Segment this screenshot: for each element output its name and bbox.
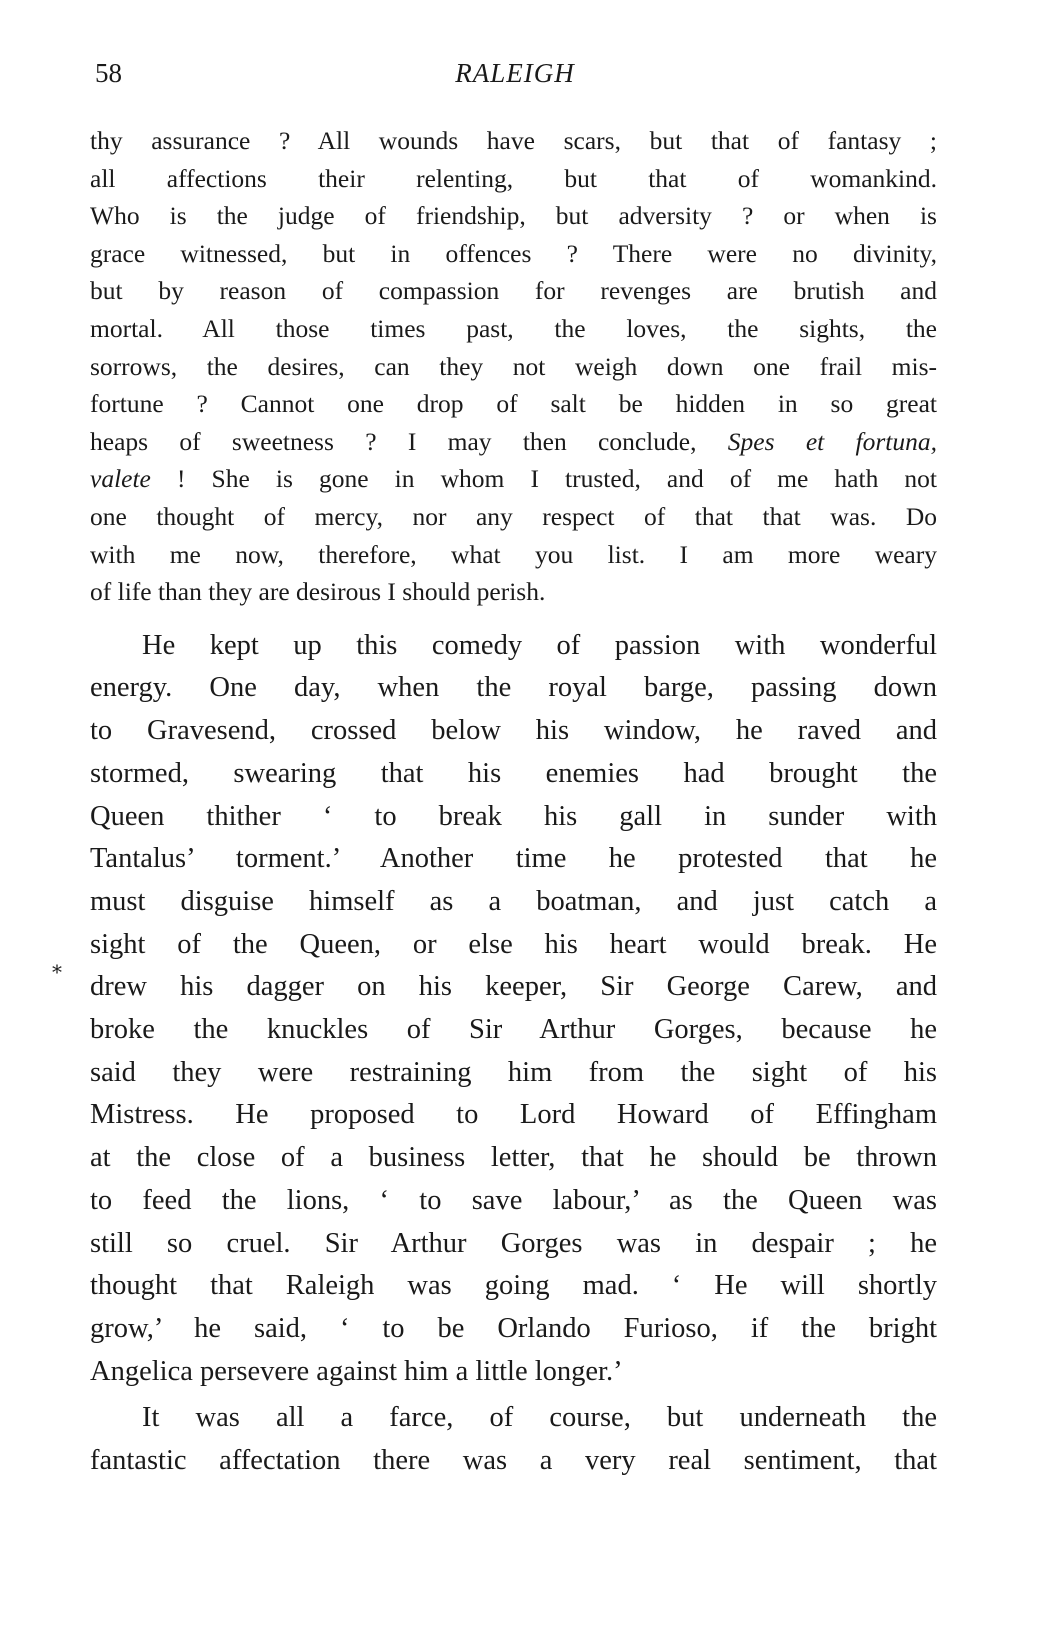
text-line: He kept up this comedy of passion with wonderful: [142, 629, 937, 661]
text-line-with-latin: [90, 460, 937, 498]
paragraph-2: [90, 625, 937, 1394]
text-fragment: heaps of sweetness ? I may then conclude,: [90, 426, 697, 456]
text-line: thy assurance ? All wounds have scars, but that of fantasy ;: [90, 126, 937, 155]
text-line: Mistress. He proposed to Lord Howard of Effingham: [90, 1099, 937, 1131]
text-line: must disguise himself as a boatman, and just catch a: [90, 885, 937, 917]
text-line: It was all a farce, of course, but underneath the: [142, 1402, 937, 1434]
latin-phrase: Spes et fortuna,: [727, 426, 937, 456]
text-line: fortune ? Cannot one drop of salt be hidden in so great: [90, 389, 937, 419]
margin-asterisk-mark: *: [52, 960, 62, 984]
body-text: [90, 122, 937, 1483]
text-line: drew his dagger on his keeper, Sir George Carew, and: [90, 971, 937, 1003]
text-line: grace witnessed, but in offences ? There were no divinity,: [90, 238, 937, 268]
text-line: all affections their relenting, but that of womankind.: [90, 163, 937, 193]
text-line: at the close of a business letter, that he should be thrown: [90, 1142, 937, 1174]
text-line: broke the knuckles of Sir Arthur Gorges, because he: [90, 1014, 937, 1046]
text-line: one thought of mercy, nor any respect of that that was. Do: [90, 501, 937, 531]
text-line: sight of the Queen, or else his heart would break. He: [90, 928, 937, 960]
text-line-with-latin: [90, 423, 937, 461]
text-line: to feed the lions, ‘ to save labour,’ as the Queen was: [90, 1184, 937, 1216]
text-line: mortal. All those times past, the loves, the sights, the: [90, 313, 937, 343]
text-line: sorrows, the desires, can they not weigh down one frail mis-: [90, 351, 937, 381]
paragraph-3: [90, 1397, 937, 1482]
page-number: 58: [95, 58, 122, 88]
text-line: to Gravesend, crossed below his window, he raved and: [90, 715, 937, 747]
text-line: Who is the judge of friendship, but adversity ? or when is: [90, 201, 937, 231]
text-line: thought that Raleigh was going mad. ‘ He will shortly: [90, 1270, 937, 1302]
text-line: but by reason of compassion for revenges are brutish and: [90, 276, 937, 306]
running-head: [95, 58, 935, 98]
text-line: Tantalus’ torment.’ Another time he protested that he: [90, 843, 937, 875]
text-fragment: ! She is gone in whom I trusted, and of me hath not: [150, 464, 937, 494]
text-line: energy. One day, when the royal barge, passing down: [90, 672, 937, 704]
text-line: said they were restraining him from the sight of his: [90, 1056, 937, 1088]
text-line: still so cruel. Sir Arthur Gorges was in despair ; he: [90, 1227, 937, 1259]
latin-phrase: valete: [90, 464, 151, 494]
running-title: RALEIGH: [455, 58, 575, 88]
text-line: of life than they are desirous I should perish.: [90, 577, 546, 607]
text-line: with me now, therefore, what you list. I am more weary: [90, 539, 937, 569]
text-line: Angelica persevere against him a little longer.’: [90, 1355, 623, 1387]
paragraph-1: [90, 122, 937, 611]
text-line: fantastic affectation there was a very real sentiment, that: [90, 1445, 937, 1477]
text-line: grow,’ he said, ‘ to be Orlando Furioso, if the bright: [90, 1312, 937, 1344]
text-line: Queen thither ‘ to break his gall in sunder with: [90, 800, 937, 832]
text-line: stormed, swearing that his enemies had brought the: [90, 757, 937, 789]
